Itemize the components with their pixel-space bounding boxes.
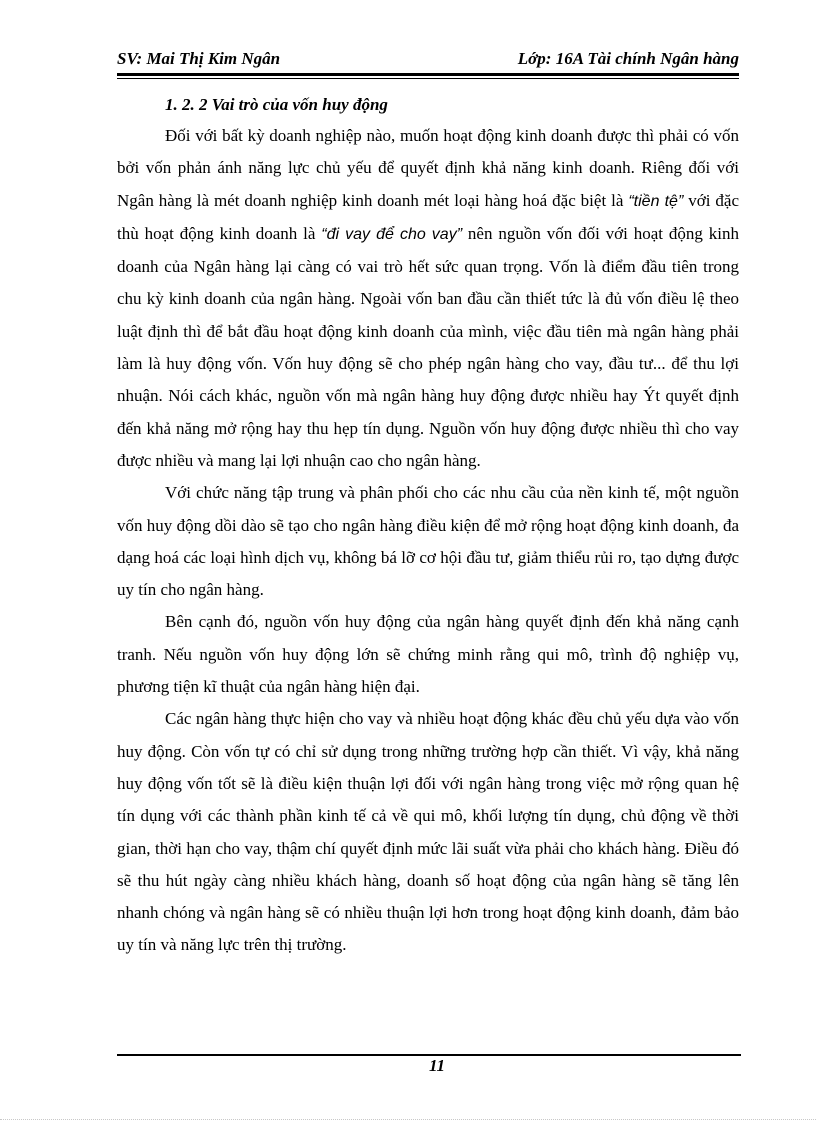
- page-header: [117, 46, 739, 72]
- page-body: [117, 90, 739, 962]
- page-bottom-edge: [0, 1119, 816, 1120]
- paragraph-1-part-3: nên nguồn vốn đối với hoạt động kinh doanh của Ngân hàng lại càng có vai trò hết sức quan trọng. Vốn là điểm đầu tiên trong chu kỳ kinh doanh của ngân hàng. Ngoài vốn ban đầu cần thiết tức là đủ vốn điều lệ theo luật định thì để bắt đầu hoạt động kinh doanh của mình, việc đầu tiên mà ngân hàng phải làm là huy động vốn. Vốn huy động sẽ cho phép ngân hàng cho vay, đầu tư... để thu lợi nhuận. Nói cách khác, nguồn vốn mà ngân hàng huy động được nhiều hay Ýt quyết định đến khả năng mở rộng hay thu hẹp tín dụng. Nguồn vốn huy động được nhiều thì cho vay được nhiều và mang lại lợi nhuận cao cho ngân hàng.: [117, 223, 739, 470]
- header-rule-thick: [117, 73, 739, 76]
- quote-tien-te: “tiền tệ”: [628, 192, 684, 210]
- paragraph-1-part-2: với đặc thù hoạt động kinh doanh là: [117, 190, 739, 243]
- header-rule-thin: [117, 78, 739, 79]
- paragraph-1: [117, 120, 739, 477]
- paragraph-2: Với chức năng tập trung và phân phối cho các nhu cầu của nền kinh tế, một nguồn vốn huy động dồi dào sẽ tạo cho ngân hàng điều kiện để mở rộng hoạt động kinh doanh, đa dạng hoá các loại hình dịch vụ, không bá lỡ cơ hội đầu tư, giảm thiểu rủi ro, tạo dựng được uy tín cho ngân hàng.: [117, 483, 739, 600]
- paragraph-4: Các ngân hàng thực hiện cho vay và nhiều hoạt động khác đều chủ yếu dựa vào vốn huy động. Còn vốn tự có chỉ sử dụng trong những trường hợp cần thiết. Vì vậy, khả năng huy động vốn tốt sẽ là điều kiện thuận lợi đối với ngân hàng trong việc mở rộng quan hệ tín dụng với các thành phần kinh tế cả về qui mô, khối lượng tín dụng, chủ động về thời gian, thời hạn cho vay, thậm chí quyết định mức lãi suất vừa phải cho khách hàng. Điều đó sẽ thu hút ngày càng nhiều khách hàng, doanh số hoạt động của ngân hàng sẽ tăng lên nhanh chóng và ngân hàng sẽ có nhiều thuận lợi hơn trong hoạt động kinh doanh, đảm bảo uy tín và năng lực trên thị trường.: [117, 709, 739, 955]
- header-class-name: Lớp: 16A Tài chính Ngân hàng: [517, 49, 739, 68]
- paragraph-1-part-1: Đối với bất kỳ doanh nghiệp nào, muốn hoạt động kinh doanh được thì phải có vốn bởi vốn phản ánh năng lực chủ yếu để quyết định khả năng kinh doanh. Riêng đối với Ngân hàng là mét doanh nghiệp kinh doanh mét loại hàng hoá đặc biệt là: [117, 126, 739, 210]
- header-student-name: SV: Mai Thị Kim Ngân: [117, 49, 281, 68]
- page-number: 11: [428, 1056, 446, 1075]
- paragraph-3: Bên cạnh đó, nguồn vốn huy động của ngân hàng quyết định đến khả năng cạnh tranh. Nếu nguồn vốn huy động lớn sẽ chứng minh rằng qui mô, trình độ nghiệp vụ, phương tiện kĩ thuật của ngân hàng hiện đại.: [117, 612, 739, 697]
- quote-di-vay: “đi vay để cho vay”: [321, 225, 463, 243]
- section-heading: 1. 2. 2 Vai trò của vốn huy động: [165, 95, 388, 114]
